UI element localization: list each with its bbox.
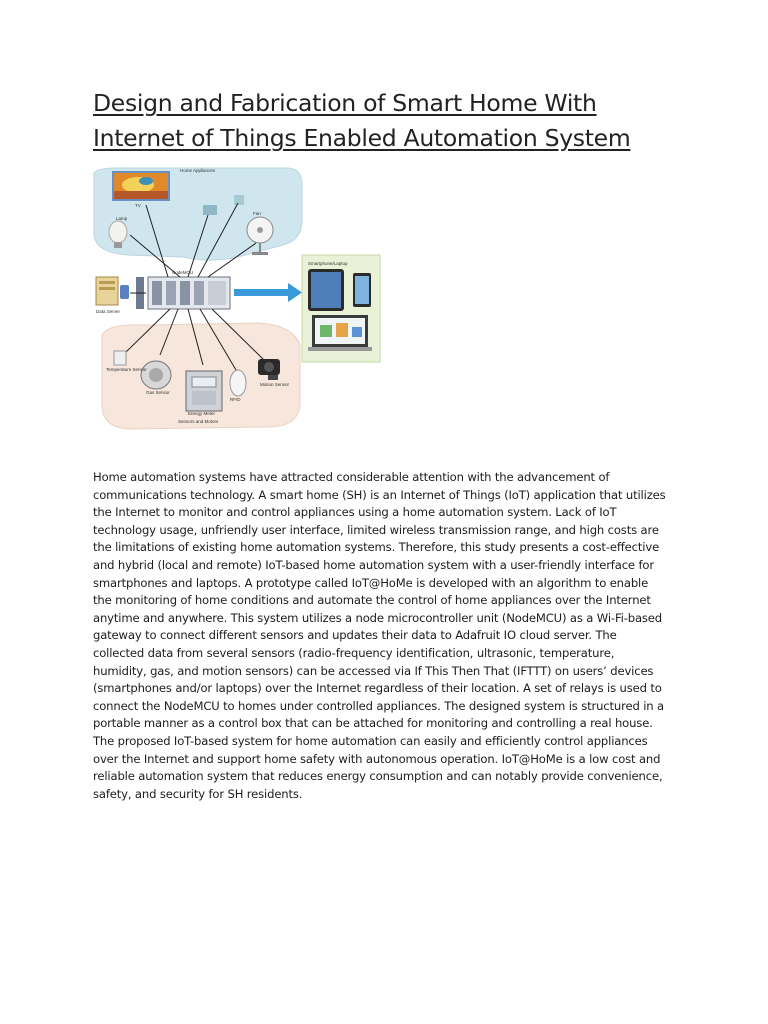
abstract-line: The proposed IoT-based system for home automation can easily and efficiently control appliances <box>93 733 648 748</box>
abstract-line: Home automation systems have attracted considerable attention with the advancement of <box>93 470 610 484</box>
tv-icon <box>112 171 170 201</box>
label-motion-sensor: Motion Sensor <box>260 382 290 387</box>
tablet-icon <box>308 269 344 311</box>
label-home-appliances: Home Appliances <box>180 168 216 173</box>
label-tv: TV <box>135 203 141 208</box>
abstract-paragraph <box>93 469 681 803</box>
title-line-1: Design and Fabrication of Smart Home With <box>93 89 597 117</box>
energy-meter-icon <box>186 371 222 411</box>
data-server-icon <box>96 277 129 305</box>
appliance-icon-small <box>203 205 217 215</box>
appliance-icon-small <box>234 195 244 205</box>
label-energy-meter: Energy Meter <box>188 411 216 416</box>
abstract-line: communications technology. A smart home (SH) is an Internet of Things (IoT) application that utilizes <box>93 487 666 502</box>
abstract-line: collected data from several sensors (radio-frequency identification, ultrasonic, temperature, <box>93 645 615 660</box>
document-title <box>93 86 693 156</box>
abstract-line: anytime and anywhere. This system utilizes a node microcontroller unit (NodeMCU) as a Wi-Fi-based <box>93 610 662 625</box>
label-rfid: RFID <box>230 397 241 402</box>
abstract-line: the monitoring of home conditions and automate the control of home appliances over the Internet <box>93 593 651 608</box>
abstract-line: portable manner as a control box that can be attached for monitoring and controlling a real house. <box>93 716 653 731</box>
laptop-icon <box>308 315 372 351</box>
abstract-line: safety, and security for SH residents. <box>93 786 303 801</box>
abstract-line: gateway to connect different sensors and updates their data to Adafruit IO cloud server. The <box>93 628 617 643</box>
label-sensors-motors: Sensors and Motors <box>178 419 219 424</box>
label-fan: Fan <box>253 211 261 216</box>
abstract-line: (smartphones and/or laptops) over the Internet regardless of their location. A set of relays is used to <box>93 681 662 696</box>
abstract-line: and hybrid (local and remote) IoT-based home automation system with a user-friendly interface for <box>93 557 654 572</box>
temperature-sensor-icon <box>114 351 126 365</box>
abstract-line: over the Internet and support home safety with autonomous operation. IoT@HoMe is a low cost and <box>93 751 661 766</box>
phone-icon <box>353 273 371 307</box>
label-gas-sensor: Gas Sensor <box>146 390 170 395</box>
abstract-line: connect the NodeMCU to homes under controlled appliances. The designed system is structured in a <box>93 698 664 713</box>
label-data-server: Data Server <box>96 309 121 314</box>
gas-sensor-icon <box>141 361 171 389</box>
label-smartphone-app: Smartphone/Laptop <box>308 261 348 266</box>
abstract-line: technology usage, unfriendly user interface, limited wireless transmission range, and high costs are <box>93 522 659 537</box>
motion-sensor-icon <box>258 359 280 375</box>
rfid-icon <box>230 370 246 396</box>
control-box-icon <box>136 277 230 309</box>
abstract-line: humidity, gas, and motion sensors) can be accessed via If This Then That (IFTTT) on users’ devices <box>93 663 654 678</box>
architecture-diagram <box>88 165 384 433</box>
abstract-line: the limitations of existing home automation systems. Therefore, this study presents a cost-effective <box>93 540 660 555</box>
abstract-line: the Internet to monitor and control appliances using a home automation system. Lack of IoT <box>93 505 617 520</box>
system-architecture-figure <box>88 165 384 433</box>
label-temperature-sensor: Temperature Sensor <box>106 367 147 372</box>
cloud-link-arrow <box>234 283 302 302</box>
abstract-line: reliable automation system that reduces energy consumption and can notably provide convenience, <box>93 769 663 784</box>
label-lamp: Lamp <box>116 216 128 221</box>
abstract-line: smartphones and laptops. A prototype called IoT@HoMe is developed with an algorithm to enable <box>93 575 649 590</box>
relay-icon <box>268 375 278 380</box>
label-nodemcu: NodeMCU <box>172 270 194 275</box>
title-line-2: Internet of Things Enabled Automation System <box>93 124 631 152</box>
